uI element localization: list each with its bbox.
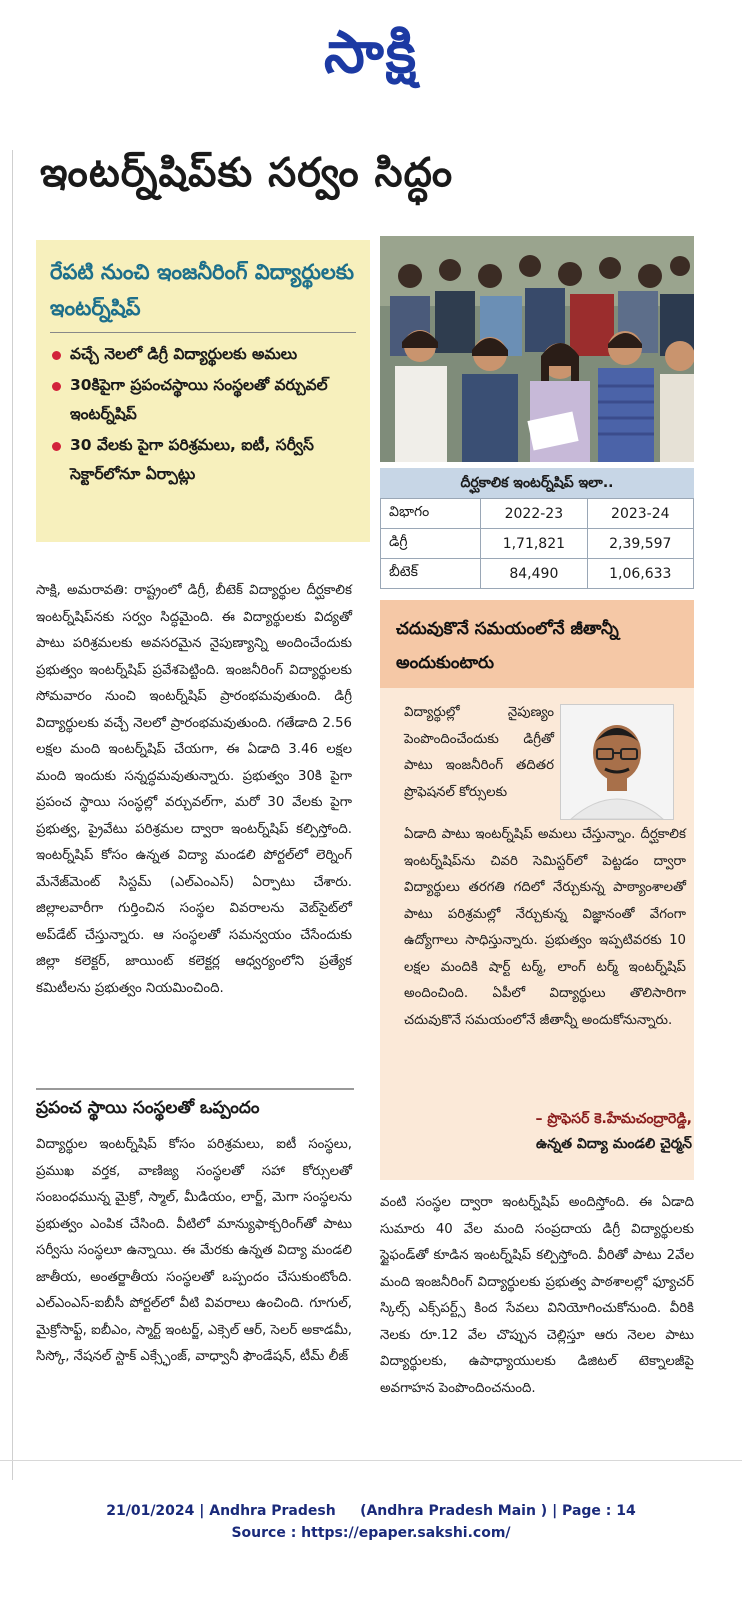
kicker-title: రేపటి నుంచి ఇంజనీరింగ్ విద్యార్థులకు ఇంటర్న్‌షిప్ xyxy=(50,260,355,320)
kicker-divider xyxy=(50,332,356,333)
header-cell: 2022-23 xyxy=(481,499,587,529)
article-paragraph-3: వంటి సంస్థల ద్వారా ఇంటర్న్‌షిప్ అందిస్తోంది. ఈ ఏడాది సుమారు 40 వేల మంది సంప్రదాయ డిగ్రీ విద్యార్థులకు స్టైఫండ్‌తో కూడిన ఇంటర్న్‌షిప్ కల్పిస్తోంది. వీరితో పాటు 2వేల మంది ఇంజనీరింగ్ విద్యార్థులకు ప్రభుత్వ పాఠశాలల్లో ఫ్యూచర్ స్కిల్స్ ఎక్స్‌పర్ట్స్ కింద సేవలు వినియోగించుకోనుంది. వీరికి నెలకు రూ.12 వేల చొప్పున చెల్లిస్తూ ఆరు నెలల పాటు విద్యార్థులకు, ఉపాధ్యాయులకు డిజిటల్ టెక్నాలజీపై అవగాహన పెంపొందించనుంది. xyxy=(380,1195,694,1396)
article-paragraph-2: విద్యార్థుల ఇంటర్న్‌షిప్ కోసం పరిశ్రమలు, ఐటీ సంస్థలు, ప్రముఖ వర్తక, వాణిజ్య సంస్థలతో సహా కోర్సులతో సంబంధమున్న మైక్రో, స్మాల్, మీడియం, లార్జ్, మెగా సంస్థలను ప్రభుత్వం ఎంపిక చేసింది. వీటిలో మాన్యుఫాక్చరింగ్‌తో పాటు సర్వీసు సంస్థలూ ఉన్నాయి. ఈ మేరకు ఉన్నత విద్యా మండలి జాతీయ, అంతర్జాతీయ సంస్థలతో ఒప్పందం చేసుకుంటోంది. ఎల్‌ఎంఎస్-ఐబీసీ పోర్టల్‌లో వీటి వివరాలు ఉంచింది. గూగుల్, మైక్రోసాఫ్ట్, ఐబీఎం, స్మార్ట్ ఇంటర్జ్, ఎక్సెల్ ఆర్, సెలర్ అకాడమీ, సిస్కో, నేషనల్ స్టాక్ ఎక్స్ఛేంజ్, వాధ్వానీ ఫౌండేషన్, టీమ్ లీజ్ xyxy=(36,1137,352,1364)
kicker-box xyxy=(36,240,370,542)
margin-rule xyxy=(12,150,13,1480)
table-cell: 84,490 xyxy=(481,559,587,589)
kicker-bullet: వచ్చే నెలలో డిగ్రీ విద్యార్థులకు అమలు xyxy=(50,340,368,369)
header-cell: విభాగం xyxy=(381,499,481,529)
sidebar-title-band xyxy=(380,600,694,688)
sidebar-designation: ఉన్నత విద్యా మండలి చైర్మన్ xyxy=(535,1136,692,1152)
kicker-bullet: 30 వేలకు పైగా పరిశ్రమలు, ఐటీ, సర్వీస్ సెక్టార్‌లోనూ ఏర్పాట్లు xyxy=(50,431,368,489)
newspaper-logo: సాక్షి xyxy=(323,18,419,86)
footer-divider xyxy=(0,1460,742,1461)
sidebar-text-main: ఏడాది పాటు ఇంటర్న్‌షిప్ అమలు చేస్తున్నాం. దీర్ఘకాలిక ఇంటర్న్‌షిప్‌ను చివరి సెమిస్టర్‌లో పెట్టడం ద్వారా విద్యార్థులు తరగతి గదిలో నేర్చుకున్న పాఠ్యాంశాలతో పాటు పరిశ్రమల్లో నేర్చుకున్న విజ్ఞానంతో వేగంగా ఉద్యోగాలు సాధిస్తున్నారు. ప్రభుత్వం ఇప్పటివరకు 10 లక్షల మందికి షార్ట్ టర్మ్, లాంగ్ టర్మ్ ఇంటర్న్‌షిప్ అందించింది. ఏపీలో విద్యార్థులు తొలిసారిగా చదువుకొనే సమయంలోనే జీతాన్నీ అందుకోనున్నారు. xyxy=(404,827,686,1028)
students-photo xyxy=(380,236,694,462)
article-subheading: ప్రపంచ స్థాయి సంస్థలతో ఒప్పందం xyxy=(36,1088,354,1122)
sidebar-signature: – ప్రొఫెసర్ కె.హేమచంద్రారెడ్డి, xyxy=(535,1111,692,1127)
table-header-row xyxy=(381,499,694,529)
portrait-illustration xyxy=(561,705,673,819)
headline: ఇంటర్న్‌షిప్‌కు సర్వం సిద్ధం xyxy=(40,150,454,196)
kicker-bullet: 30కిపైగా ప్రపంచస్థాయి సంస్థలతో వర్చువల్ ఇంటర్న్‌షిప్ xyxy=(50,371,368,429)
bullet-dot-icon xyxy=(52,442,61,451)
footer-date-line: 21/01/2024 | Andhra Pradesh (Andhra Pradesh Main ) | Page : 14 xyxy=(106,1503,636,1519)
table-cell: డిగ్రీ xyxy=(381,529,481,559)
students-photo-illustration xyxy=(380,236,694,462)
table-cell: 1,71,821 xyxy=(481,529,587,559)
table-cell: 2,39,597 xyxy=(587,529,693,559)
table-row xyxy=(381,529,694,559)
article-paragraph-1: సాక్షి, అమరావతి: రాష్ట్రంలో డిగ్రీ, బీటెక్ విద్యార్థుల దీర్ఘకాలిక ఇంటర్న్‌షిప్‌నకు సర్వం సిద్ధమైంది. ఈ విద్యార్థులకు విద్యతో పాటు పరిశ్రమలకు అవసరమైన నైపుణ్యాన్ని అందించేందుకు ప్రభుత్వం ఇంటర్న్‌షిప్ ప్రవేశపెట్టింది. ఇంజనీరింగ్ విద్యార్థులకు సోమవారం నుంచి ఇంటర్న్‌షిప్ ప్రారంభమవుతుంది. డిగ్రీ విద్యార్థులకు వచ్చే నెలలో ప్రారంభమవుతుంది. గతేడాది 2.56 లక్షల మంది ఇంటర్న్‌షిప్ చేయగా, ఈ ఏడాది 3.46 లక్షల మంది ఇందుకు సన్నద్ధమవుతున్నారు. ప్రభుత్వం 30కి పైగా ప్రపంచ స్థాయి సంస్థల్లో వర్చువల్‌గా, మరో 30 వేలకు పైగా ప్రభుత్వ, ప్రైవేటు పరిశ్రమల ద్వారా ఇంటర్న్‌షిప్ కల్పిస్తోంది. ఇంటర్న్‌షిప్ కోసం ఉన్నత విద్యా మండలి పోర్టల్‌లో లెర్నింగ్ మేనేజ్‌మెంట్ సిస్టమ్ (ఎల్‌ఎంఎస్) ఏర్పాటు చేశారు. జిల్లాలవారీగా గుర్తించిన సంస్థల వివరాలను వెబ్‌సైట్‌లో అప్‌డేట్ చేస్తున్నారు. ఆ సంస్థలతో సమన్వయం చేసేందుకు జిల్లా కలెక్టర్, జాయింట్ కలెక్టర్ల ఆధ్వర్యంలోని ప్రత్యేక కమిటీలను ప్రభుత్వం నియమించింది. xyxy=(36,583,352,996)
table-cell: 1,06,633 xyxy=(587,559,693,589)
footer-source-line: Source : https://epaper.sakshi.com/ xyxy=(231,1525,511,1541)
page-footer xyxy=(0,1500,742,1544)
header-cell: 2023-24 xyxy=(587,499,693,529)
masthead xyxy=(0,0,742,110)
chairman-portrait xyxy=(560,704,674,820)
bullet-dot-icon xyxy=(52,382,61,391)
kicker-bullets xyxy=(50,340,368,491)
internship-stats-table xyxy=(380,468,694,582)
table-row xyxy=(381,559,694,589)
sidebar-text-top: విద్యార్థుల్లో నైపుణ్యం పెంపొందించేందుకు డిగ్రీతో పాటు ఇంజనీరింగ్ తదితర ప్రొఫెషనల్ కోర్సులకు xyxy=(404,705,554,800)
table-title: దీర్ఘకాలిక ఇంటర్న్‌షిప్ ఇలా.. xyxy=(380,468,694,498)
bullet-dot-icon xyxy=(52,351,61,360)
table-cell: బీటెక్ xyxy=(381,559,481,589)
stats-table xyxy=(380,498,694,589)
sidebar-title: చదువుకొనే సమయంలోనే జీతాన్నీ అందుకుంటారు xyxy=(396,619,619,673)
